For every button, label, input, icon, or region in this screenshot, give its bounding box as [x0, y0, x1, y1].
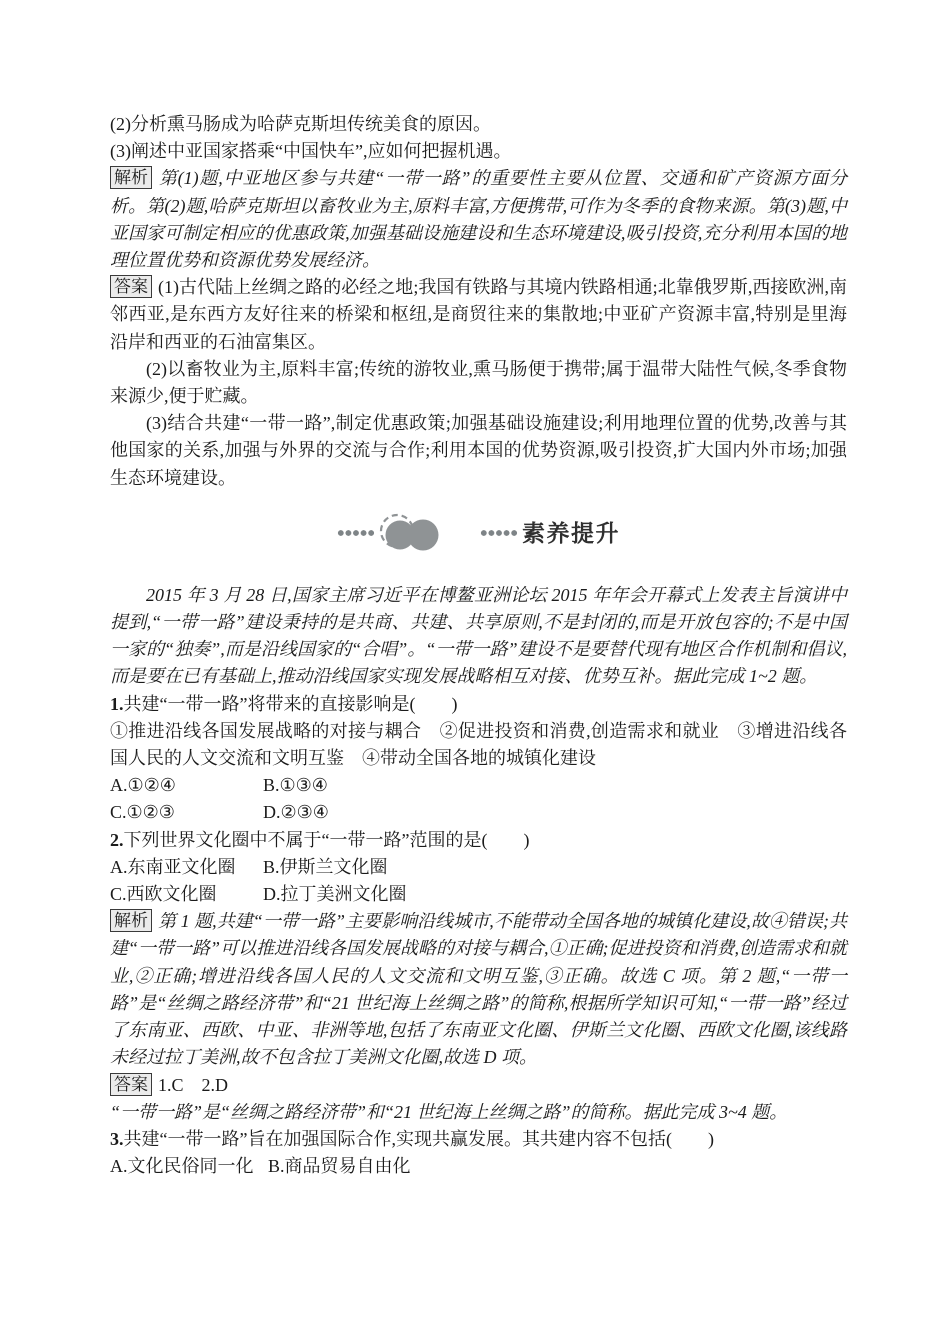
- analysis-label: 解析: [110, 166, 152, 189]
- answer-block-1: [110, 274, 847, 356]
- analysis-block-2: [110, 908, 847, 1071]
- option-d: D.拉丁美洲文化圈: [263, 884, 407, 905]
- question-1-stem: [110, 691, 847, 718]
- option-d: D.②③④: [263, 802, 329, 823]
- analysis-block-1: [110, 165, 847, 274]
- answer-block-2: [110, 1072, 847, 1099]
- question-2-stem: [110, 827, 847, 854]
- dots-right-icon: [480, 529, 518, 537]
- option-c: C.西欧文化圈: [110, 884, 217, 905]
- section-divider: [110, 510, 847, 556]
- option-a: A.文化民俗同一化: [110, 1156, 254, 1177]
- section-title: 素养提升: [522, 519, 620, 546]
- question-2-text: 下列世界文化圈中不属于“一带一路”范围的是( ): [123, 829, 530, 850]
- question-2-number: 2.: [110, 829, 124, 850]
- option-b: B.伊斯兰文化圈: [263, 856, 388, 877]
- answer-text: 1.C 2.D: [158, 1074, 229, 1095]
- answer-text-p3: (3)结合共建“一带一路”,制定优惠政策;加强基础设施建设;利用地理位置的优势,改善与其他国家的关系,加强与外界的交流与合作;利用本国的优势资源,吸引投资,扩大国内外市场;加强生态环境建设。: [110, 413, 847, 488]
- answer-text-p1: (1)古代陆上丝绸之路的必经之地;我国有铁路与其境内铁路相通;北靠俄罗斯,西接欧洲,南邻西亚,是东西方友好往来的桥梁和枢纽,是商贸往来的集散地;中亚矿产资源丰富,特别是里海沿岸和西亚的石油富集区。: [110, 277, 847, 352]
- question-3-number: 3.: [110, 1128, 124, 1149]
- analysis-text: 第 1 题,共建“一带一路”主要影响沿线城市,不能带动全国各地的城镇化建设,故④错误;共建“一带一路”可以推进沿线各国发展战略的对接与耦合,①正确;促进投资和消费,创造需求和就业,②正确;增进沿线各国人民的人文交流和文明互鉴,③正确。故选 C 项。第 2 题,“一带一路”是“丝绸之路经济带”和“21 世纪海上丝绸之路”的简称,根据所学知识可知,“一带一路”经过了东南亚、西欧、中亚、非洲等地,包括了东南亚文化圈、伊斯兰文化圈、西欧文化圈,该线路未经过拉丁美洲,故不包含拉丁美洲文化圈,故选 D 项。: [110, 911, 848, 1068]
- question-1-number: 1.: [110, 693, 124, 714]
- dots-left-icon: [337, 529, 375, 537]
- answer-label: 答案: [110, 1073, 152, 1096]
- question-1-options-row-2: [110, 799, 847, 826]
- double-circle-icon: [378, 511, 444, 555]
- option-a: A.①②④: [110, 775, 176, 796]
- option-b: B.①③④: [263, 775, 328, 796]
- option-b: B.商品贸易自由化: [268, 1156, 411, 1177]
- analysis-label: 解析: [110, 909, 152, 932]
- answer-text-p2: (2)以畜牧业为主,原料丰富;传统的游牧业,熏马肠便于携带;属于温带大陆性气候,冬季食物来源少,便于贮藏。: [110, 358, 847, 407]
- question-1-text: 共建“一带一路”将带来的直接影响是( ): [123, 693, 458, 714]
- answer-label: 答案: [110, 275, 152, 298]
- option-a: A.东南亚文化圈: [110, 856, 236, 877]
- question-2-options-row-2: [110, 881, 847, 908]
- sub-question-3: (3)阐述中亚国家搭乘“中国快车”,应如何把握机遇。: [110, 141, 512, 162]
- question-1-sub-items: ①推进沿线各国发展战略的对接与耦合 ②促进投资和消费,创造需求和就业 ③增进沿线各国人民的人文交流和文明互鉴 ④带动全国各地的城镇化建设: [110, 720, 847, 769]
- sub-question-2: (2)分析熏马肠成为哈萨克斯坦传统美食的原因。: [110, 114, 491, 134]
- question-3-options-row-1: [110, 1153, 847, 1180]
- option-c: C.①②③: [110, 802, 175, 823]
- question-3-text: 共建“一带一路”旨在加强国际合作,实现共赢发展。其共建内容不包括( ): [123, 1128, 714, 1149]
- question-3-stem: [110, 1126, 847, 1153]
- quiz-intro-2: “一带一路”是“丝绸之路经济带”和“21 世纪海上丝绸之路”的简称。据此完成 3~4 题。: [110, 1101, 788, 1122]
- question-1-options-row-1: [110, 772, 847, 799]
- question-2-options-row-1: [110, 854, 847, 881]
- analysis-text: 第(1)题,中亚地区参与共建“一带一路”的重要性主要从位置、交通和矿产资源方面分析。第(2)题,哈萨克斯坦以畜牧业为主,原料丰富,方便携带,可作为冬季的食物来源。第(3)题,中亚国家可制定相应的优惠政策,加强基础设施建设和生态环境建设,吸引投资,充分利用本国的地理位置优势和资源优势发展经济。: [110, 168, 847, 271]
- quiz-intro-1: 2015 年 3 月 28 日,国家主席习近平在博鳌亚洲论坛 2015 年年会开幕式上发表主旨演讲中提到,“一带一路”建设秉持的是共商、共建、共享原则,不是封闭的,而是开放包容的;不是中国一家的“独奏”,而是沿线国家的“合唱”。“一带一路”建设不是要替代现有地区合作机制和倡议,而是要在已有基础上,推动沿线国家实现发展战略相互对接、优势互补。据此完成 1~2 题。: [110, 584, 847, 687]
